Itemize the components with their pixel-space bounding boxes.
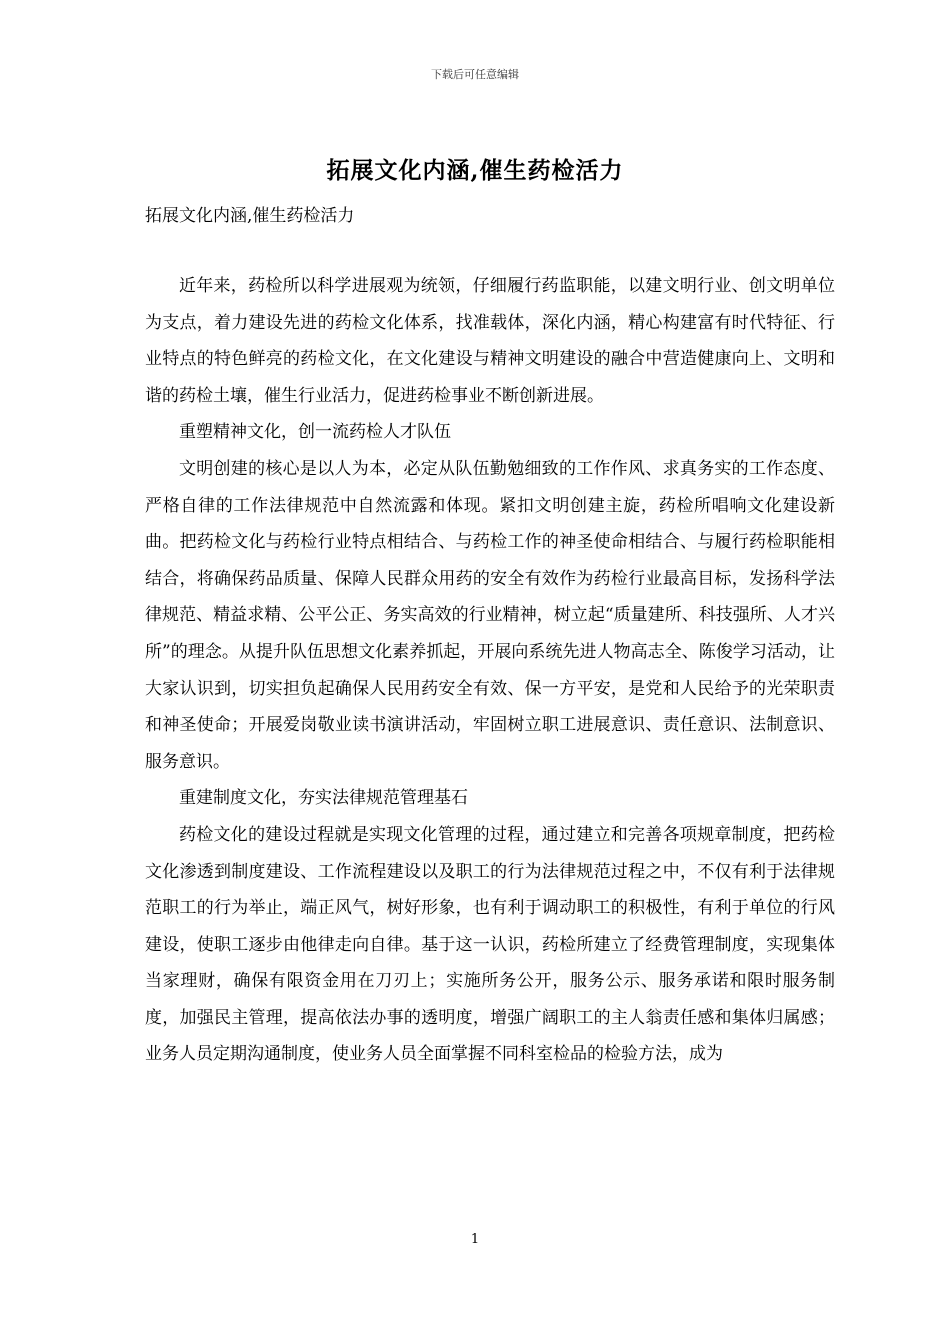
paragraph-system-culture: 药检文化的建设过程就是实现文化管理的过程，通过建立和完善各项规章制度，把药检文化渗透到制度建设、工作流程建设以及职工的行为法律规范过程之中，不仅有利于法律规范职工的行为举止，端正风气，树好形象，也有利于调动职工的积极性，有利于单位的行风建设，使职工逐步由他律走向自律。基于这一认识，药检所建立了经费管理制度，实现集体当家理财，确保有限资金用在刀刃上；实施所务公开，服务公示、服务承诺和限时服务制度，加强民主管理，提高依法办事的透明度，增强广阔职工的主人翁责任感和集体归属感；业务人员定期沟通制度，使业务人员全面掌握不同科室检品的检验方法，成为 xyxy=(145,824,835,1065)
page-number: 1 xyxy=(470,1232,480,1247)
document-subtitle: 拓展文化内涵,催生药检活力 xyxy=(145,206,355,226)
section-heading-spirit-culture: 重塑精神文化，创一流药检人才队伍 xyxy=(179,422,451,443)
paragraph-spirit-culture: 文明创建的核心是以人为本，必定从队伍勤勉细致的工作作风、求真务实的工作态度、严格自律的工作法律规范中自然流露和体现。紧扣文明创建主旋，药检所唱响文化建设新曲。把药检文化与药检行业特点相结合、与药检工作的神圣使命相结合、与履行药检职能相结合，将确保药品质量、保障人民群众用药的安全有效作为药检行业最高目标，发扬科学法律规范、精益求精、公平公正、务实高效的行业精神，树立起“质量建所、科技强所、人才兴所”的理念。从提升队伍思想文化素养抓起，开展向系统先进人物高志全、陈俊学习活动，让大家认识到，切实担负起确保人民用药安全有效、保一方平安，是党和人民给予的光荣职责和神圣使命；开展爱岗敬业读书演讲活动，牢固树立职工进展意识、责任意识、法制意识、服务意识。 xyxy=(145,458,835,772)
section-heading-system-culture: 重建制度文化，夯实法律规范管理基石 xyxy=(179,788,468,809)
page-header-note: 下载后可任意编辑 xyxy=(431,68,519,81)
document-title: 拓展文化内涵,催生药检活力 xyxy=(326,157,624,184)
document-body xyxy=(145,268,835,1073)
paragraph-intro: 近年来，药检所以科学进展观为统领，仔细履行药监职能，以建文明行业、创文明单位为支点，着力建设先进的药检文化体系，找准载体，深化内涵，精心构建富有时代特征、行业特点的特色鲜亮的药检文化，在文化建设与精神文明建设的融合中营造健康向上、文明和谐的药检土壤，催生行业活力，促进药检事业不断创新进展。 xyxy=(145,276,835,406)
